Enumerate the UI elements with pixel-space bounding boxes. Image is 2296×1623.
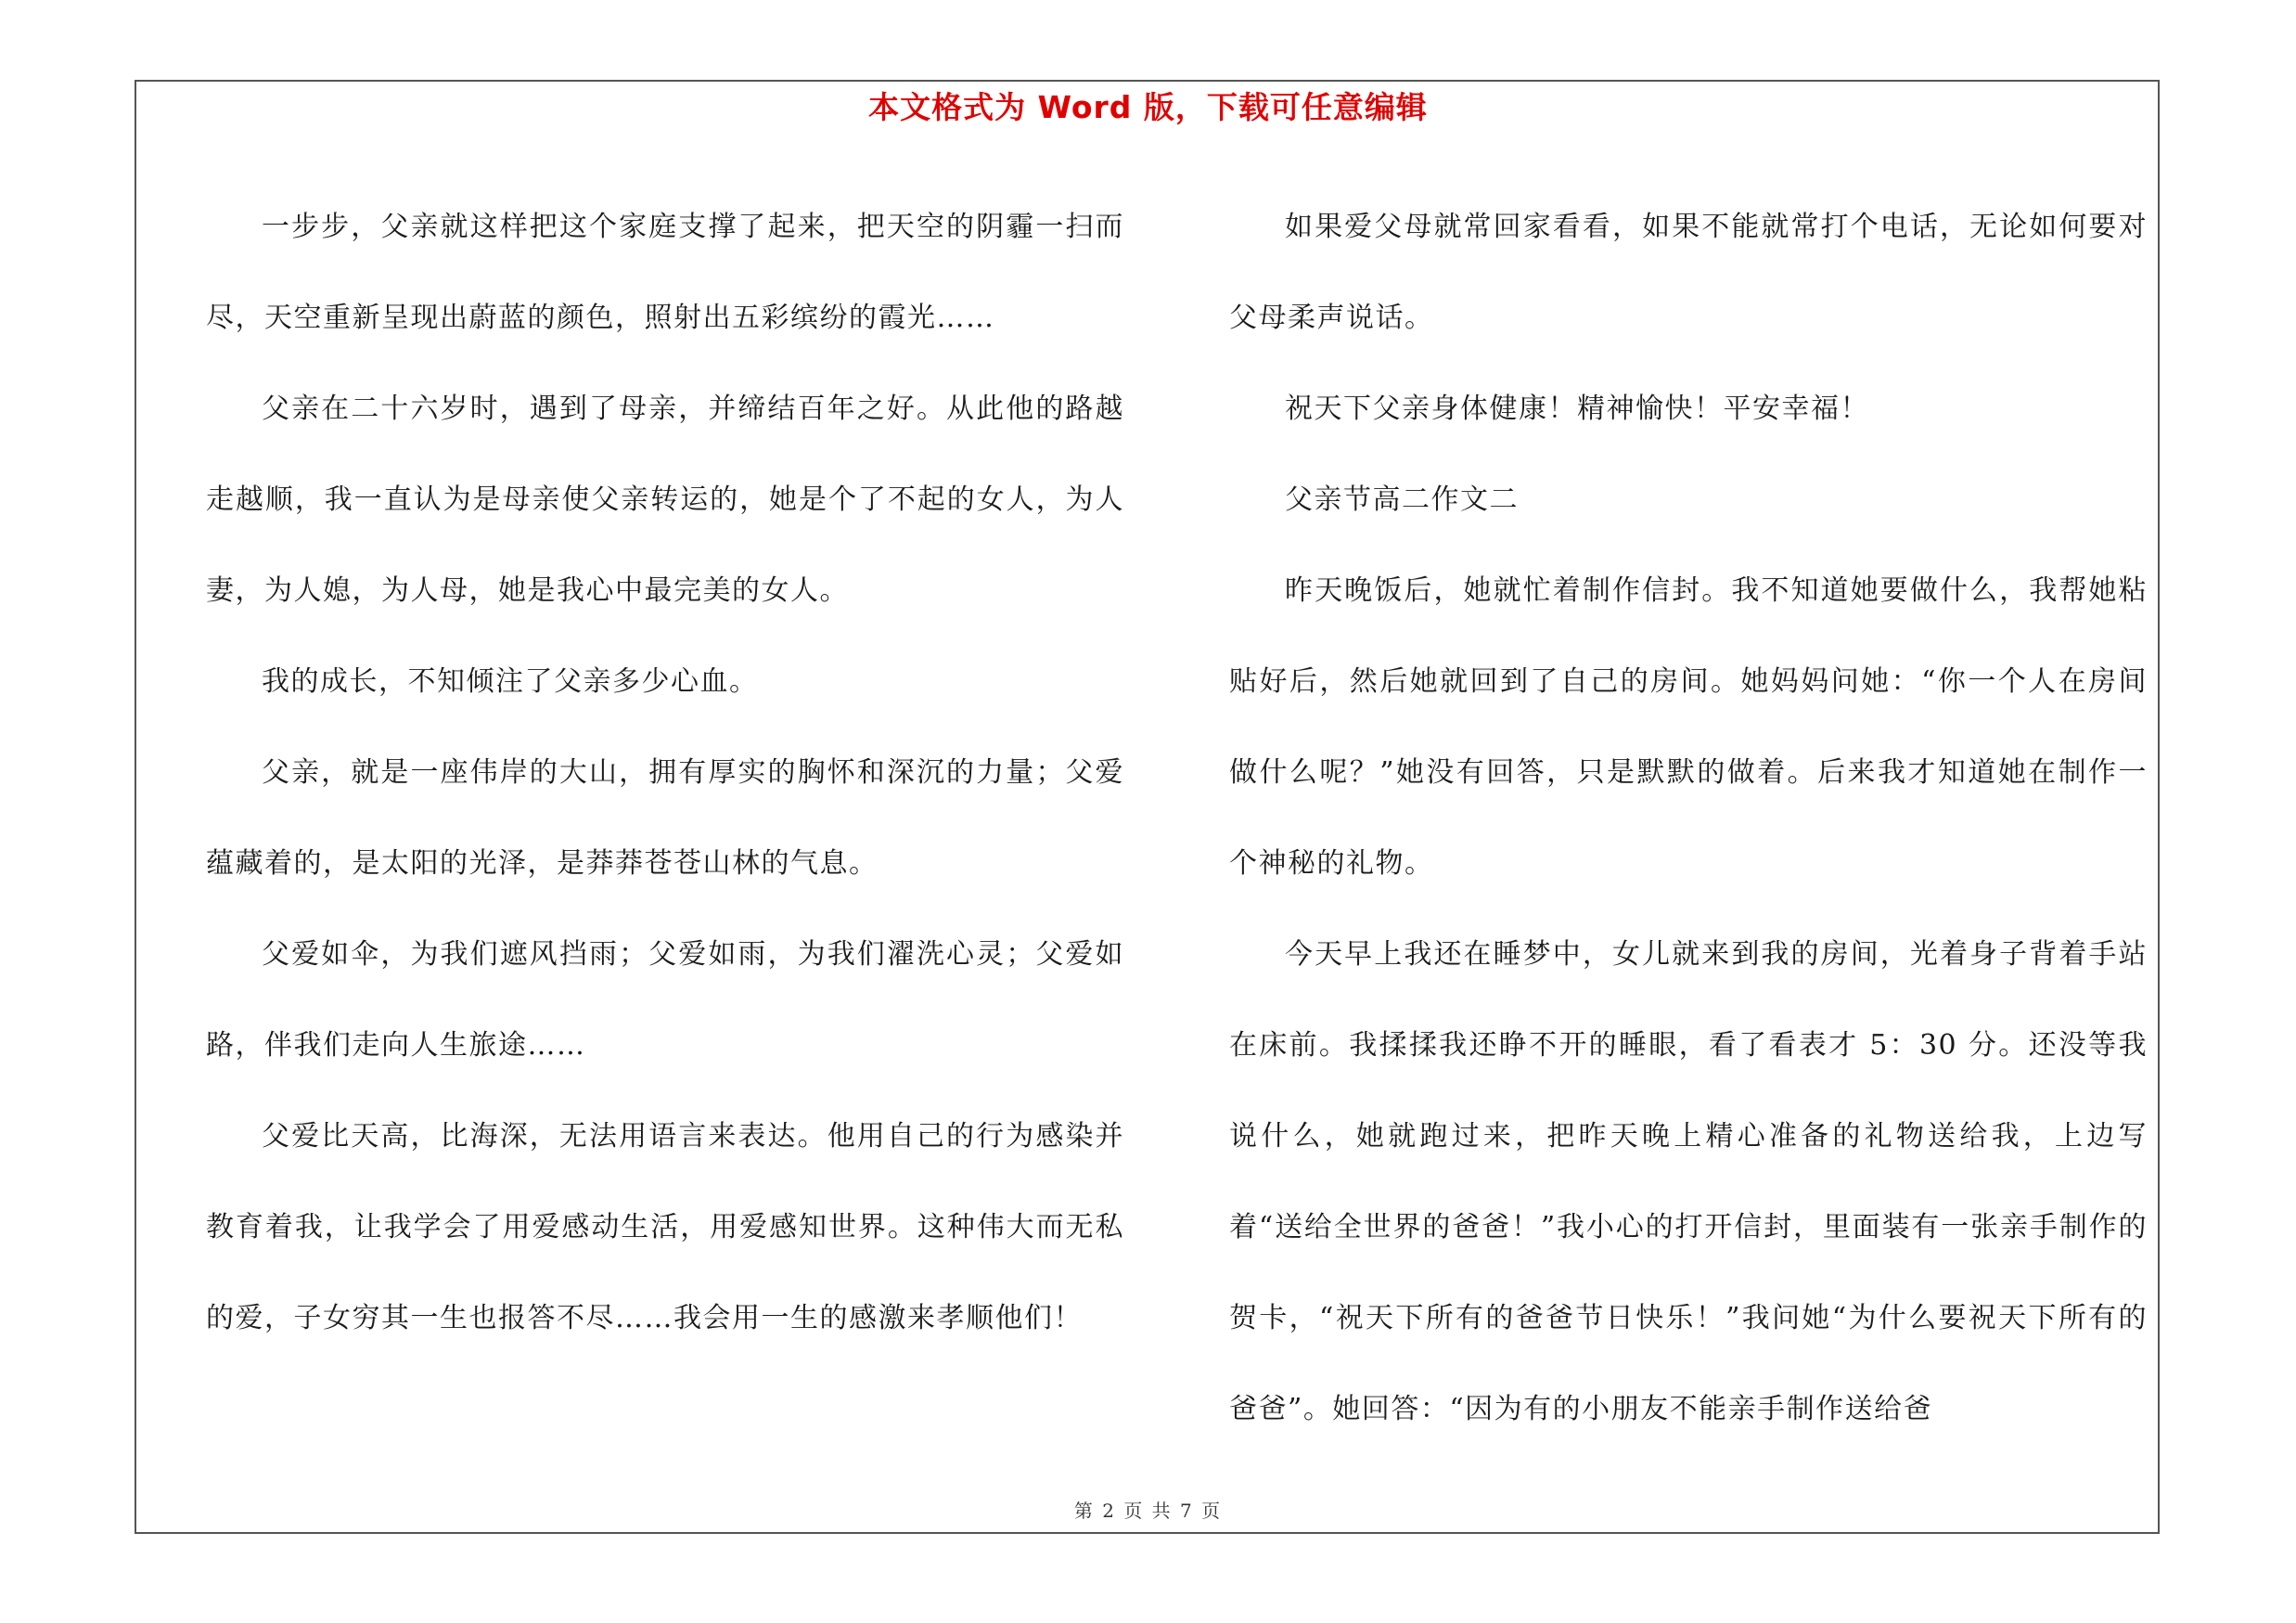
paragraph: 昨天晚饭后，她就忙着制作信封。我不知道她要做什么，我帮她粘贴好后，然后她就回到了自己的房间。她妈妈问她：“你一个人在房间做什么呢？”她没有回答，只是默默的做着。后来我才知道她在制作一个神秘的礼物。 bbox=[1229, 574, 2148, 880]
paragraph: 我的成长，不知倾注了父亲多少心血。 bbox=[262, 665, 759, 698]
paragraph: 如果爱父母就常回家看看，如果不能就常打个电话，无论如何要对父母柔声说话。 bbox=[1229, 211, 2148, 334]
section-heading: 父亲节高二作文二 bbox=[1285, 483, 1519, 516]
paragraph: 祝天下父亲身体健康！精神愉快！平安幸福！ bbox=[1285, 393, 1869, 425]
paragraph: 父亲在二十六岁时，遇到了母亲，并缔结百年之好。从此他的路越走越顺，我一直认为是母亲使父亲转运的，她是个了不起的女人，为人妻，为人媳，为人母，她是我心中最完美的女人。 bbox=[206, 393, 1124, 607]
paragraph: 一步步，父亲就这样把这个家庭支撑了起来，把天空的阴霾一扫而尽，天空重新呈现出蔚蓝的颜色，照射出五彩缤纷的霞光…… bbox=[206, 211, 1124, 334]
paragraph: 父爱比天高，比海深，无法用语言来表达。他用自己的行为感染并教育着我，让我学会了用爱感动生活，用爱感知世界。这种伟大而无私的爱，子女穷其一生也报答不尽……我会用一生的感激来孝顺他们！ bbox=[206, 1120, 1124, 1334]
paragraph: 父爱如伞，为我们遮风挡雨；父爱如雨，为我们濯洗心灵；父爱如路，伴我们走向人生旅途…… bbox=[206, 938, 1124, 1062]
header-banner: 本文格式为 Word 版，下载可任意编辑 bbox=[868, 89, 1428, 125]
paragraph: 今天早上我还在睡梦中，女儿就来到我的房间，光着身子背着手站在床前。我揉揉我还睁不开的睡眼，看了看表才 5：30 分。还没等我说什么，她就跑过来，把昨天晚上精心准备的礼物送给我，上边写着“送给全世界的爸爸！”我小心的打开信封，里面装有一张亲手制作的贺卡，“祝天下所有的爸爸节日快乐！”我问她“为什么要祝天下所有的爸爸”。她回答：“因为有的小朋友不能亲手制作送给爸 bbox=[1229, 938, 2148, 1425]
page-number: 第 2 页 共 7 页 bbox=[1073, 1500, 1223, 1522]
paragraph: 父亲，就是一座伟岸的大山，拥有厚实的胸怀和深沉的力量；父爱蕴藏着的，是太阳的光泽，是莽莽苍苍山林的气息。 bbox=[206, 756, 1124, 880]
left-column bbox=[206, 182, 1124, 1364]
right-column bbox=[1229, 182, 2148, 1455]
